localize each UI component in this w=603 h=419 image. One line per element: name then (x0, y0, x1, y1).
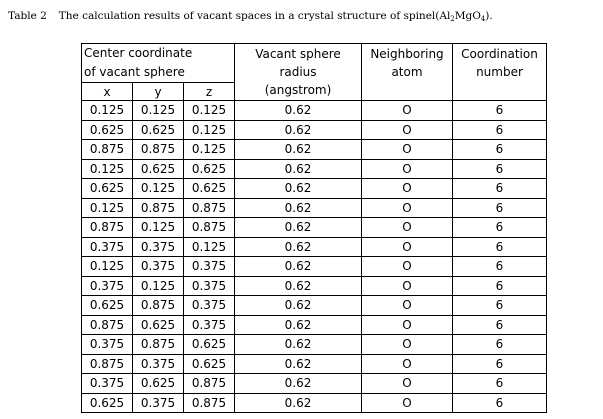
cell-x: 0.125 (82, 257, 133, 277)
cell-z: 0.375 (184, 276, 235, 296)
cell-radius: 0.62 (235, 257, 362, 277)
cell-y: 0.625 (133, 374, 184, 394)
cell-coordination: 6 (453, 120, 547, 140)
header-coordination-number: Coordination number (453, 44, 547, 101)
cell-coordination: 6 (453, 198, 547, 218)
cell-y: 0.625 (133, 315, 184, 335)
cell-z: 0.375 (184, 315, 235, 335)
table-row (82, 335, 547, 355)
cell-y: 0.875 (133, 296, 184, 316)
chemical-formula: $Al_2MgO_4$ (439, 10, 486, 23)
cell-neighbor: O (362, 315, 453, 335)
cell-x: 0.875 (82, 218, 133, 238)
cell-coordination: 6 (453, 159, 547, 179)
table-row (82, 374, 547, 394)
results-table (81, 43, 547, 413)
cell-radius: 0.62 (235, 237, 362, 257)
cell-neighbor: O (362, 179, 453, 199)
header-radius: Vacant sphere radius (angstrom) (235, 44, 362, 101)
cell-radius: 0.62 (235, 179, 362, 199)
cell-x: 0.625 (82, 296, 133, 316)
cell-radius: 0.62 (235, 101, 362, 121)
cell-x: 0.875 (82, 315, 133, 335)
cell-x: 0.375 (82, 276, 133, 296)
cell-z: 0.875 (184, 374, 235, 394)
cell-coordination: 6 (453, 393, 547, 413)
cell-radius: 0.62 (235, 120, 362, 140)
cell-z: 0.375 (184, 257, 235, 277)
header-z: z (184, 83, 235, 101)
cell-y: 0.375 (133, 237, 184, 257)
cell-z: 0.625 (184, 354, 235, 374)
cell-z: 0.875 (184, 218, 235, 238)
table-row (82, 159, 547, 179)
cell-z: 0.875 (184, 198, 235, 218)
table-body (82, 101, 547, 413)
cell-coordination: 6 (453, 257, 547, 277)
cell-x: 0.375 (82, 374, 133, 394)
cell-z: 0.375 (184, 296, 235, 316)
cell-x: 0.875 (82, 140, 133, 160)
cell-neighbor: O (362, 120, 453, 140)
cell-x: 0.875 (82, 354, 133, 374)
header-center-coordinate: Center coordinate of vacant sphere (82, 44, 235, 83)
cell-radius: 0.62 (235, 315, 362, 335)
cell-neighbor: O (362, 354, 453, 374)
cell-x: 0.625 (82, 120, 133, 140)
cell-coordination: 6 (453, 374, 547, 394)
cell-radius: 0.62 (235, 354, 362, 374)
cell-y: 0.375 (133, 257, 184, 277)
cell-x: 0.625 (82, 179, 133, 199)
cell-coordination: 6 (453, 179, 547, 199)
cell-x: 0.125 (82, 159, 133, 179)
cell-y: 0.125 (133, 218, 184, 238)
header-x: x (82, 83, 133, 101)
cell-z: 0.625 (184, 179, 235, 199)
cell-neighbor: O (362, 276, 453, 296)
cell-coordination: 6 (453, 101, 547, 121)
cell-coordination: 6 (453, 354, 547, 374)
cell-y: 0.125 (133, 276, 184, 296)
cell-coordination: 6 (453, 140, 547, 160)
cell-z: 0.125 (184, 237, 235, 257)
table-row (82, 179, 547, 199)
caption-text: The calculation results of vacant spaces in a crystal structure of spinel( (58, 10, 440, 22)
header-neighboring-atom: Neighboring atom (362, 44, 453, 101)
cell-coordination: 6 (453, 335, 547, 355)
cell-y: 0.375 (133, 393, 184, 413)
cell-radius: 0.62 (235, 218, 362, 238)
cell-x: 0.125 (82, 198, 133, 218)
cell-neighbor: O (362, 335, 453, 355)
cell-y: 0.875 (133, 140, 184, 160)
table-row (82, 276, 547, 296)
cell-coordination: 6 (453, 218, 547, 238)
cell-y: 0.375 (133, 354, 184, 374)
cell-radius: 0.62 (235, 393, 362, 413)
cell-coordination: 6 (453, 237, 547, 257)
cell-radius: 0.62 (235, 296, 362, 316)
cell-neighbor: O (362, 237, 453, 257)
cell-neighbor: O (362, 101, 453, 121)
table-caption (8, 9, 600, 23)
table-row (82, 101, 547, 121)
cell-neighbor: O (362, 393, 453, 413)
cell-z: 0.625 (184, 159, 235, 179)
cell-x: 0.625 (82, 393, 133, 413)
table-header (82, 44, 547, 101)
table-row (82, 354, 547, 374)
cell-radius: 0.62 (235, 159, 362, 179)
cell-neighbor: O (362, 374, 453, 394)
cell-radius: 0.62 (235, 198, 362, 218)
table-row (82, 218, 547, 238)
cell-y: 0.875 (133, 198, 184, 218)
cell-coordination: 6 (453, 276, 547, 296)
cell-z: 0.125 (184, 140, 235, 160)
table-row (82, 120, 547, 140)
cell-coordination: 6 (453, 315, 547, 335)
table-row (82, 393, 547, 413)
cell-z: 0.125 (184, 120, 235, 140)
cell-neighbor: O (362, 159, 453, 179)
cell-y: 0.125 (133, 179, 184, 199)
cell-radius: 0.62 (235, 140, 362, 160)
caption-end: ). (485, 10, 493, 22)
cell-y: 0.625 (133, 120, 184, 140)
cell-neighbor: O (362, 296, 453, 316)
cell-z: 0.625 (184, 335, 235, 355)
cell-neighbor: O (362, 198, 453, 218)
cell-neighbor: O (362, 257, 453, 277)
table-label: Table 2 (8, 10, 47, 22)
cell-z: 0.125 (184, 101, 235, 121)
cell-y: 0.125 (133, 101, 184, 121)
table-row (82, 237, 547, 257)
cell-x: 0.375 (82, 237, 133, 257)
cell-x: 0.375 (82, 335, 133, 355)
cell-radius: 0.62 (235, 335, 362, 355)
cell-y: 0.625 (133, 159, 184, 179)
cell-neighbor: O (362, 140, 453, 160)
table-row (82, 257, 547, 277)
table-row (82, 198, 547, 218)
cell-neighbor: O (362, 218, 453, 238)
table-row (82, 296, 547, 316)
cell-radius: 0.62 (235, 374, 362, 394)
cell-x: 0.125 (82, 101, 133, 121)
table-row (82, 140, 547, 160)
cell-y: 0.875 (133, 335, 184, 355)
header-y: y (133, 83, 184, 101)
cell-radius: 0.62 (235, 276, 362, 296)
table-row (82, 315, 547, 335)
cell-coordination: 6 (453, 296, 547, 316)
cell-z: 0.875 (184, 393, 235, 413)
